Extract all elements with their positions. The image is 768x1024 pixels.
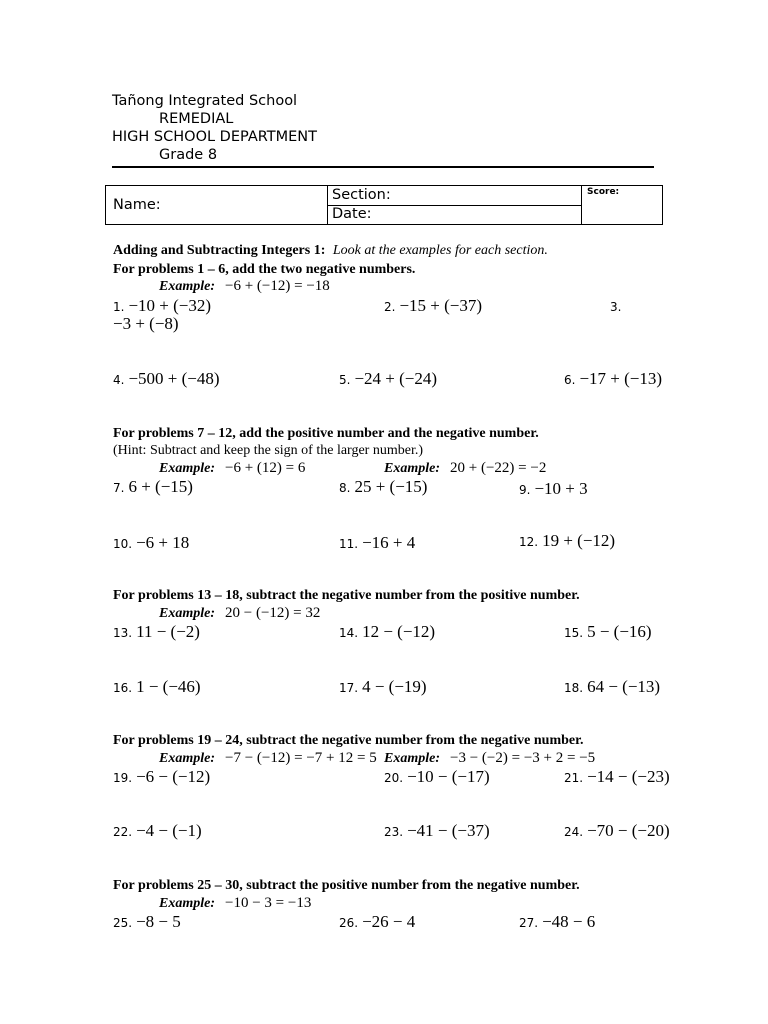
problem-expression: −6 + 18 (136, 533, 190, 552)
name-field-label[interactable]: Name: (113, 197, 161, 213)
problem-number: 27. (519, 916, 539, 930)
problem-22 (113, 821, 202, 841)
problem-number: 23. (384, 825, 404, 839)
problem-number: 16. (113, 681, 133, 695)
problem-16 (113, 677, 201, 697)
problem-expression: 25 + (−15) (354, 477, 428, 496)
problem-number: 12. (519, 535, 539, 549)
worksheet-subtitle: Look at the examples for each section. (332, 243, 548, 258)
section-3-example (159, 605, 320, 622)
problem-number: 1. (113, 300, 125, 314)
problem-number: 19. (113, 771, 133, 785)
section-1-example (159, 278, 330, 295)
problem-expression: −4 − (−1) (136, 821, 202, 840)
section-2-hint: (Hint: Subtract and keep the sign of the larger number.) (113, 443, 423, 458)
header-divider (112, 166, 654, 168)
problem-expression: −500 + (−48) (128, 369, 220, 388)
example-equation: −7 − (−12) = −7 + 12 = 5 (225, 750, 377, 766)
problem-number: 2. (384, 300, 396, 314)
problem-3-number (610, 298, 625, 316)
section-4-example-1 (159, 750, 377, 767)
problem-23 (384, 821, 490, 841)
problem-expression: 4 − (−19) (362, 677, 427, 696)
example-label: Example: (384, 461, 440, 476)
problem-expression: −10 − (−17) (407, 767, 490, 786)
problem-13 (113, 622, 200, 642)
problem-17 (339, 677, 427, 697)
problem-number: 22. (113, 825, 133, 839)
problem-number: 14. (339, 626, 359, 640)
problem-number: 7. (113, 481, 125, 495)
problem-8 (339, 477, 427, 497)
grade-label: Grade 8 (159, 147, 218, 163)
problem-number: 21. (564, 771, 584, 785)
problem-3-expression: −3 + (−8) (113, 314, 179, 333)
problem-expression: −17 + (−13) (579, 369, 663, 388)
problem-expression: 6 + (−15) (128, 477, 193, 496)
problem-number: 26. (339, 916, 359, 930)
section-2-example-2 (384, 460, 546, 477)
problem-4 (113, 369, 220, 389)
score-field-label[interactable]: Score: (587, 187, 620, 197)
example-label: Example: (159, 751, 215, 766)
problem-expression: −15 + (−37) (399, 296, 483, 315)
section-3-instruction: For problems 13 – 18, subtract the negative number from the positive number. (113, 588, 580, 603)
problem-number: 20. (384, 771, 404, 785)
problem-expression: 12 − (−12) (362, 622, 436, 641)
problem-5 (339, 369, 437, 389)
problem-number: 15. (564, 626, 584, 640)
problem-15 (564, 622, 652, 642)
section-1-instruction: For problems 1 – 6, add the two negative numbers. (113, 262, 416, 277)
problem-expression: 1 − (−46) (136, 677, 201, 696)
problem-expression: −48 − 6 (542, 912, 596, 931)
problem-expression: −14 − (−23) (587, 767, 670, 786)
example-equation: 20 − (−12) = 32 (225, 605, 321, 621)
example-equation: −10 − 3 = −13 (225, 895, 312, 911)
section-field-label[interactable]: Section: (332, 187, 391, 203)
problem-1 (113, 296, 211, 316)
problem-14 (339, 622, 435, 642)
problem-expression: −8 − 5 (136, 912, 181, 931)
problem-11 (339, 533, 415, 553)
problem-number: 10. (113, 537, 133, 551)
section-4-example-2 (384, 750, 595, 767)
date-field-label[interactable]: Date: (332, 206, 372, 222)
example-label: Example: (159, 896, 215, 911)
problem-number: 24. (564, 825, 584, 839)
section-5-example (159, 895, 311, 912)
student-info-table (105, 185, 663, 225)
problem-26 (339, 912, 415, 932)
problem-expression: −24 + (−24) (354, 369, 438, 388)
worksheet-title (113, 243, 548, 259)
example-equation: −6 + (−12) = −18 (225, 278, 330, 294)
problem-25 (113, 912, 181, 932)
problem-number: 3. (610, 300, 622, 314)
section-4-instruction: For problems 19 – 24, subtract the negative number from the negative number. (113, 733, 584, 748)
example-label: Example: (159, 606, 215, 621)
example-equation: 20 + (−22) = −2 (450, 460, 547, 476)
department-label: HIGH SCHOOL DEPARTMENT (112, 129, 317, 145)
problem-24 (564, 821, 670, 841)
table-divider (581, 186, 582, 224)
problem-expression: −41 − (−37) (407, 821, 490, 840)
problem-expression: 64 − (−13) (587, 677, 661, 696)
section-2-example-1 (159, 460, 305, 477)
problem-expression: 11 − (−2) (136, 622, 200, 641)
problem-6 (564, 369, 662, 389)
problem-number: 11. (339, 537, 359, 551)
example-equation: −6 + (12) = 6 (225, 460, 306, 476)
problem-expression: 5 − (−16) (587, 622, 652, 641)
example-label: Example: (159, 461, 215, 476)
problem-2 (384, 296, 482, 316)
problem-10 (113, 533, 189, 553)
problem-number: 4. (113, 373, 125, 387)
problem-7 (113, 477, 193, 497)
problem-expression: −16 + 4 (362, 533, 416, 552)
example-label: Example: (159, 279, 215, 294)
problem-number: 5. (339, 373, 351, 387)
problem-12 (519, 531, 615, 551)
problem-expression: −26 − 4 (362, 912, 416, 931)
problem-number: 18. (564, 681, 584, 695)
example-label: Example: (384, 751, 440, 766)
problem-number: 8. (339, 481, 351, 495)
school-name: Tañong Integrated School (112, 93, 298, 109)
problem-21 (564, 767, 670, 787)
example-equation: −3 − (−2) = −3 + 2 = −5 (450, 750, 596, 766)
problem-18 (564, 677, 660, 697)
worksheet-title-text: Adding and Subtracting Integers 1: (113, 243, 326, 258)
section-2-instruction: For problems 7 – 12, add the positive number and the negative number. (113, 426, 539, 441)
problem-number: 25. (113, 916, 133, 930)
problem-expression: 19 + (−12) (542, 531, 616, 550)
problem-number: 17. (339, 681, 359, 695)
problem-expression: −10 + 3 (534, 479, 588, 498)
problem-9 (519, 479, 588, 499)
problem-19 (113, 767, 210, 787)
remedial-label: REMEDIAL (159, 111, 234, 127)
problem-expression: −70 − (−20) (587, 821, 670, 840)
problem-number: 13. (113, 626, 133, 640)
problem-expression: −10 + (−32) (128, 296, 212, 315)
problem-27 (519, 912, 595, 932)
problem-expression: −6 − (−12) (136, 767, 211, 786)
problem-number: 6. (564, 373, 576, 387)
problem-20 (384, 767, 490, 787)
section-5-instruction: For problems 25 – 30, subtract the positive number from the negative number. (113, 878, 580, 893)
problem-number: 9. (519, 483, 531, 497)
